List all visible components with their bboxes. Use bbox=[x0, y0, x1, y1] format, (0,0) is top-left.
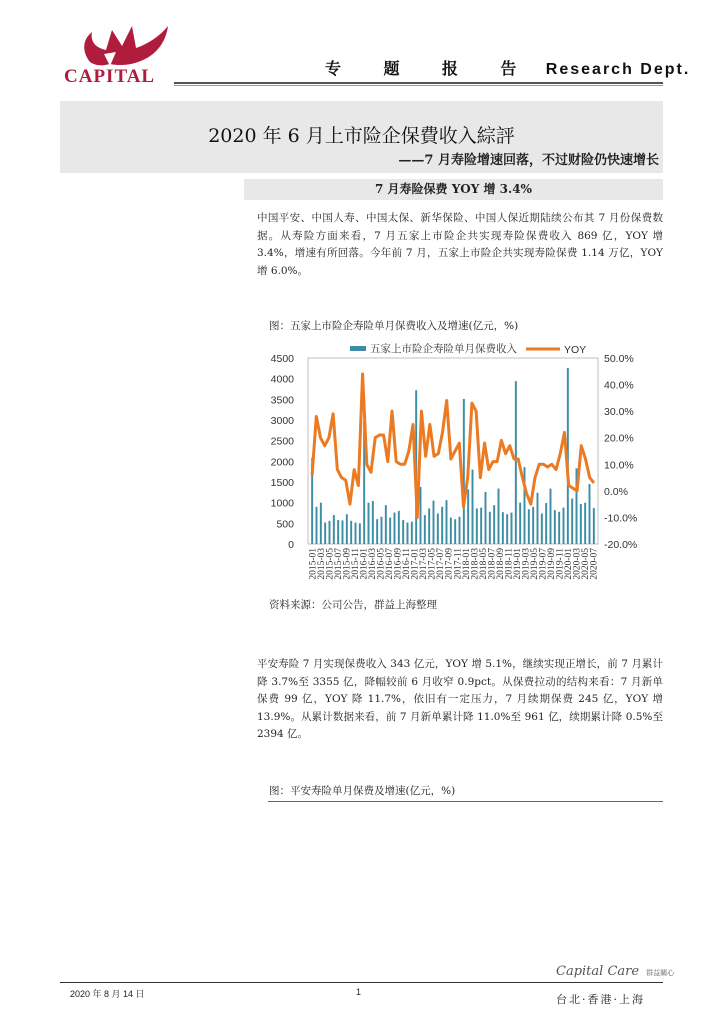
premium-bar bbox=[342, 520, 344, 544]
premium-bar bbox=[589, 484, 591, 544]
footer-cities: 台北·香港·上海 bbox=[556, 993, 645, 1006]
paragraph-2: 平安寿险 7 月实现保费收入 343 亿元，YOY 增 5.1%，继续实现正增长，前 7 月累计降 3.7%至 3355 亿，降幅较前 6 月收窄 0.9pct。从保费拉动的结构来看：7 月新单保费 99 亿，YOY 降 11.7%，依旧有一定压力，7 月续期保费 245 亿，YOY 增 13.9%。从累计数据来看，前 7 月新单累计降 11.0%至 961 亿，续期累计降 0.5%至 2394 亿。 bbox=[257, 658, 663, 740]
right-tick-label: -20.0% bbox=[604, 539, 638, 551]
x-tick-label: 2016-11 bbox=[402, 548, 413, 580]
premium-bar bbox=[407, 523, 409, 544]
premium-bar bbox=[541, 513, 543, 544]
premium-bar bbox=[446, 500, 448, 544]
premium-chart bbox=[268, 338, 663, 596]
premium-bar bbox=[511, 513, 513, 544]
report-subtitle: ——7 月寿险增速回落，不过财险仍快速增长 bbox=[398, 153, 659, 168]
premium-bar bbox=[320, 503, 322, 544]
x-tick-label: 2020-05 bbox=[581, 548, 592, 580]
left-tick-label: 2500 bbox=[270, 435, 294, 448]
x-tick-label: 2017-01 bbox=[410, 548, 421, 580]
x-tick-label: 2017-05 bbox=[427, 548, 438, 580]
chart-source: 资料来源：公司公告，群益上海整理 bbox=[269, 599, 437, 611]
premium-bar bbox=[411, 522, 413, 544]
premium-bar bbox=[316, 507, 318, 544]
header-rule bbox=[174, 82, 663, 84]
yoy-line bbox=[312, 374, 594, 517]
premium-bar bbox=[398, 511, 400, 544]
premium-bar bbox=[433, 501, 435, 544]
right-tick-label: 20.0% bbox=[604, 432, 634, 445]
left-tick-label: 1500 bbox=[270, 477, 294, 489]
x-tick-label: 2015-01 bbox=[308, 548, 319, 580]
left-tick-label: 500 bbox=[276, 518, 294, 531]
x-tick-label: 2019-01 bbox=[512, 548, 523, 580]
right-tick-label: 0.0% bbox=[604, 485, 628, 498]
section-heading: 7 月寿险保费 YOY 增 3.4% bbox=[244, 179, 663, 200]
premium-bar bbox=[506, 514, 508, 544]
x-tick-label: 2018-11 bbox=[504, 548, 515, 580]
x-tick-label: 2016-05 bbox=[376, 548, 387, 580]
premium-bar bbox=[515, 381, 517, 544]
x-tick-label: 2020-07 bbox=[589, 548, 600, 580]
premium-bar bbox=[558, 512, 560, 544]
x-tick-label: 2017-03 bbox=[419, 548, 430, 580]
x-tick-label: 2018-05 bbox=[478, 548, 489, 580]
header-title bbox=[325, 56, 690, 79]
premium-bar bbox=[394, 513, 396, 544]
premium-bar bbox=[402, 520, 404, 544]
right-tick-label: 50.0% bbox=[604, 353, 634, 365]
premium-bar bbox=[502, 512, 504, 544]
footer-brand-small: 群益關 bbox=[646, 969, 668, 977]
right-tick-label: 10.0% bbox=[604, 459, 634, 472]
premium-bar bbox=[450, 518, 452, 544]
premium-bar bbox=[472, 470, 474, 544]
x-tick-label: 2019-07 bbox=[538, 548, 549, 580]
right-tick-label: 40.0% bbox=[604, 379, 634, 392]
premium-bar bbox=[537, 493, 539, 544]
premium-bar bbox=[437, 513, 439, 544]
x-tick-label: 2019-11 bbox=[555, 548, 566, 580]
x-tick-label: 2019-09 bbox=[547, 548, 558, 580]
x-tick-label: 2015-11 bbox=[350, 548, 361, 580]
premium-bar bbox=[554, 510, 556, 544]
brand-name: CAPITAL bbox=[64, 66, 156, 87]
premium-bar bbox=[528, 509, 530, 544]
premium-bar bbox=[545, 503, 547, 544]
premium-bar bbox=[346, 514, 348, 544]
x-tick-label: 2019-03 bbox=[521, 548, 532, 580]
footer-logo bbox=[556, 960, 674, 982]
legend-swatch-bar bbox=[350, 346, 366, 351]
premium-bar bbox=[480, 508, 482, 544]
x-tick-label: 2018-03 bbox=[470, 548, 481, 580]
left-tick-label: 4000 bbox=[270, 373, 294, 386]
x-tick-label: 2016-03 bbox=[367, 548, 378, 580]
footer-rule bbox=[60, 982, 663, 983]
x-tick-label: 2015-05 bbox=[325, 548, 336, 580]
premium-bar bbox=[376, 519, 378, 544]
x-tick-label: 2017-07 bbox=[436, 548, 447, 580]
premium-bar bbox=[532, 507, 534, 544]
premium-bar bbox=[350, 521, 352, 544]
premium-bar bbox=[584, 503, 586, 544]
premium-bar bbox=[337, 520, 339, 544]
x-tick-label: 2016-01 bbox=[359, 548, 370, 580]
figure-2-caption: 图：平安寿险单月保费及增速(亿元，%) bbox=[269, 785, 456, 797]
premium-bar bbox=[441, 507, 443, 544]
legend-label-bar: 五家上市险企寿险单月保费收入 bbox=[370, 343, 517, 355]
left-tick-label: 0 bbox=[288, 539, 294, 551]
premium-bar bbox=[324, 523, 326, 544]
x-tick-label: 2020-03 bbox=[572, 548, 583, 580]
x-tick-label: 2016-09 bbox=[393, 548, 404, 580]
left-tick-label: 2000 bbox=[270, 456, 294, 469]
title-box bbox=[60, 101, 663, 173]
premium-bar bbox=[368, 503, 370, 544]
premium-bar bbox=[420, 487, 422, 544]
footer-brand-script: Capital Care bbox=[556, 964, 640, 979]
x-tick-label: 2020-01 bbox=[564, 548, 575, 580]
x-tick-label: 2018-01 bbox=[461, 548, 472, 580]
premium-bar bbox=[385, 505, 387, 544]
premium-bar bbox=[593, 508, 595, 544]
x-tick-label: 2015-09 bbox=[342, 548, 353, 580]
x-tick-label: 2016-07 bbox=[385, 548, 396, 580]
premium-bar bbox=[381, 517, 383, 544]
left-tick-label: 3000 bbox=[270, 415, 294, 427]
premium-bar bbox=[372, 501, 374, 544]
right-tick-label: 30.0% bbox=[604, 406, 634, 419]
premium-bar bbox=[424, 515, 426, 544]
report-title: 2020 年 6 月上市险企保費收入綜評 bbox=[208, 125, 515, 147]
x-tick-label: 2015-07 bbox=[333, 548, 344, 580]
premium-bar bbox=[333, 515, 335, 544]
premium-bar bbox=[485, 492, 487, 544]
x-tick-label: 2019-05 bbox=[530, 548, 541, 580]
premium-bar bbox=[580, 504, 582, 544]
right-tick-label: -10.0% bbox=[604, 512, 638, 525]
dept-name: Research Dept. bbox=[545, 61, 691, 78]
premium-bar bbox=[389, 518, 391, 544]
report-type: 专 题 报 告 bbox=[325, 61, 536, 78]
left-tick-label: 3500 bbox=[270, 394, 294, 407]
premium-bar bbox=[428, 508, 430, 544]
premium-bar bbox=[563, 508, 565, 544]
premium-bar bbox=[463, 399, 465, 544]
x-tick-label: 2018-09 bbox=[495, 548, 506, 580]
premium-bar bbox=[550, 489, 552, 544]
premium-bar bbox=[489, 512, 491, 544]
x-tick-label: 2017-09 bbox=[444, 548, 455, 580]
premium-bar bbox=[476, 508, 478, 544]
figure-1-caption: 图：五家上市险企寿险单月保费收入及增速(亿元，%) bbox=[269, 320, 519, 332]
legend-label-line: YOY bbox=[564, 344, 587, 356]
figure-2-rule bbox=[268, 801, 663, 802]
footer-brand-heart: 心 bbox=[667, 969, 675, 977]
footer-date: 2020 年 8 月 14 日 bbox=[70, 989, 145, 999]
premium-bar bbox=[355, 523, 357, 544]
x-tick-label: 2017-11 bbox=[453, 548, 464, 580]
premium-bar bbox=[454, 519, 456, 544]
premium-bar bbox=[459, 517, 461, 544]
premium-bar bbox=[359, 523, 361, 544]
premium-bar bbox=[467, 489, 469, 544]
header-rule-thin bbox=[174, 85, 663, 86]
premium-bar bbox=[571, 499, 573, 544]
premium-bar bbox=[493, 505, 495, 544]
premium-bar bbox=[329, 521, 331, 544]
premium-bar bbox=[498, 489, 500, 544]
x-tick-label: 2018-07 bbox=[487, 548, 498, 580]
left-tick-label: 1000 bbox=[270, 497, 294, 510]
premium-bar bbox=[519, 503, 521, 544]
page-number: 1 bbox=[356, 987, 362, 997]
paragraph-1: 中国平安、中国人寿、中国太保、新华保险、中国人保近期陆续公布其 7 月份保费数据。从寿险方面来看，7 月五家上市险企共实现寿险保费收入 869 亿，YOY 增 3.4%，增速有所回落。今年前 7 月，五家上市险企共实现寿险保费 1.14 万亿，YOY 增 6.0%。 bbox=[257, 212, 663, 277]
x-tick-label: 2015-03 bbox=[316, 548, 327, 580]
left-tick-label: 4500 bbox=[270, 353, 294, 365]
